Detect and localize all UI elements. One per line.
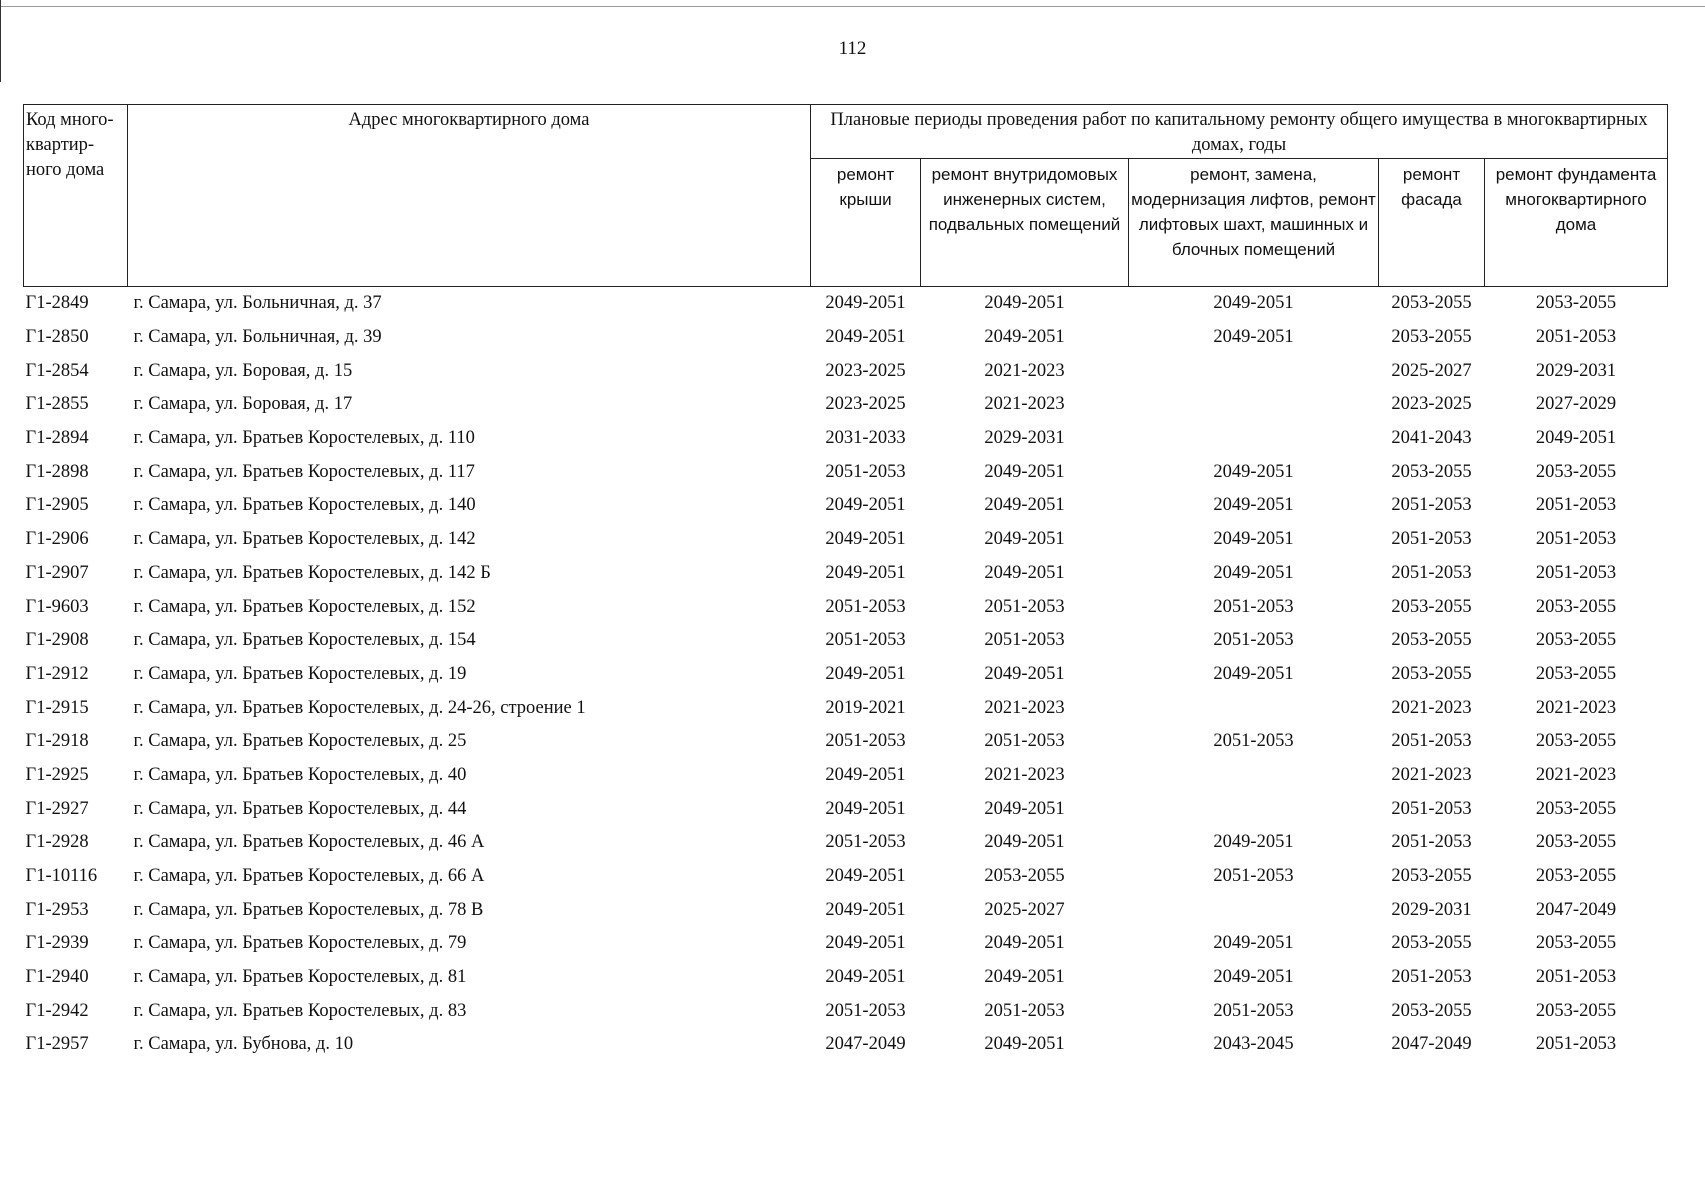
cell-facade: 2053-2055	[1391, 630, 1472, 651]
cell-roof: 2023-2025	[825, 360, 906, 381]
cell-foundation: 2051-2053	[1535, 495, 1617, 516]
header-roof: ремонт крыши	[811, 159, 921, 287]
cell-elevators: 2051-2053	[1213, 630, 1294, 651]
cell-engineering: 2049-2051	[984, 663, 1065, 684]
capital-repair-table	[23, 104, 1668, 1062]
cell-roof: 2047-2049	[825, 1034, 906, 1055]
cell-facade: 2029-2031	[1391, 899, 1472, 920]
cell-elevators: 2049-2051	[1213, 663, 1294, 684]
cell-address: г. Самара, ул. Боровая, д. 17	[133, 394, 353, 415]
cell-elevators: 2049-2051	[1213, 967, 1294, 988]
cell-roof: 2049-2051	[825, 562, 906, 583]
table-row	[24, 422, 1668, 456]
cell-address: г. Самара, ул. Братьев Коростелевых, д. 81	[133, 967, 467, 988]
cell-foundation: 2053-2055	[1535, 663, 1617, 684]
cell-elevators: 2051-2053	[1213, 596, 1294, 617]
cell-code: Г1-2912	[25, 663, 89, 684]
cell-roof: 2049-2051	[825, 327, 906, 348]
cell-code: Г1-2953	[25, 899, 89, 920]
table-row	[24, 792, 1668, 826]
cell-engineering: 2025-2027	[984, 899, 1065, 920]
cell-engineering: 2051-2053	[984, 1000, 1065, 1021]
header-row-main	[24, 105, 1668, 159]
cell-engineering: 2029-2031	[984, 428, 1065, 449]
page-number: 112	[838, 38, 867, 59]
cell-code: Г1-2925	[25, 764, 89, 785]
cell-address: г. Самара, ул. Братьев Коростелевых, д. 66 А	[133, 866, 485, 887]
cell-foundation: 2053-2055	[1535, 630, 1617, 651]
cell-code: Г1-2957	[25, 1034, 89, 1055]
cell-roof: 2051-2053	[825, 1000, 906, 1021]
cell-code: Г1-2849	[25, 293, 89, 314]
cell-engineering: 2021-2023	[984, 764, 1065, 785]
cell-address: г. Самара, ул. Братьев Коростелевых, д. 44	[133, 798, 467, 819]
cell-engineering: 2049-2051	[984, 798, 1065, 819]
cell-facade: 2051-2053	[1391, 529, 1472, 550]
cell-roof: 2049-2051	[825, 293, 906, 314]
cell-roof: 2049-2051	[825, 933, 906, 954]
cell-address: г. Самара, ул. Братьев Коростелевых, д. 152	[133, 596, 476, 617]
cell-roof: 2049-2051	[825, 866, 906, 887]
cell-elevators: 2049-2051	[1213, 832, 1294, 853]
cell-facade: 2025-2027	[1391, 360, 1472, 381]
cell-engineering: 2021-2023	[984, 697, 1065, 718]
cell-facade: 2053-2055	[1391, 327, 1472, 348]
cell-facade: 2047-2049	[1391, 1034, 1472, 1055]
scan-edge-line	[0, 6, 1705, 7]
cell-roof: 2031-2033	[825, 428, 906, 449]
table-row	[24, 489, 1668, 523]
cell-foundation: 2053-2055	[1535, 461, 1617, 482]
cell-code: Г1-2898	[25, 461, 89, 482]
cell-engineering: 2049-2051	[984, 562, 1065, 583]
cell-elevators	[1129, 759, 1379, 793]
cell-roof: 2049-2051	[825, 495, 906, 516]
cell-engineering: 2051-2053	[984, 630, 1065, 651]
header-engineering: ремонт внутридомовых инженерных систем, подвальных помещений	[921, 159, 1129, 287]
cell-code: Г1-2918	[25, 731, 89, 752]
cell-engineering: 2049-2051	[984, 529, 1065, 550]
cell-code: Г1-2905	[25, 495, 89, 516]
cell-engineering: 2053-2055	[984, 866, 1065, 887]
cell-roof: 2019-2021	[825, 697, 906, 718]
cell-roof: 2051-2053	[825, 731, 906, 752]
cell-address: г. Самара, ул. Братьев Коростелевых, д. 140	[133, 495, 476, 516]
cell-roof: 2051-2053	[825, 832, 906, 853]
cell-facade: 2051-2053	[1391, 798, 1472, 819]
table-row	[24, 860, 1668, 894]
cell-facade: 2053-2055	[1391, 866, 1472, 887]
cell-foundation: 2053-2055	[1535, 1000, 1617, 1021]
cell-elevators	[1129, 422, 1379, 456]
cell-elevators: 2043-2045	[1213, 1034, 1294, 1055]
table-body	[24, 287, 1668, 1062]
cell-foundation: 2053-2055	[1535, 293, 1617, 314]
table-row	[24, 893, 1668, 927]
table-row	[24, 287, 1668, 321]
cell-code: Г1-2894	[25, 428, 89, 449]
cell-foundation: 2051-2053	[1535, 562, 1617, 583]
cell-facade: 2053-2055	[1391, 933, 1472, 954]
table-row	[24, 994, 1668, 1028]
cell-foundation: 2053-2055	[1535, 798, 1617, 819]
cell-foundation: 2051-2053	[1535, 327, 1617, 348]
cell-foundation: 2053-2055	[1535, 866, 1617, 887]
cell-engineering: 2049-2051	[984, 461, 1065, 482]
cell-roof: 2049-2051	[825, 529, 906, 550]
cell-engineering: 2049-2051	[984, 327, 1065, 348]
cell-foundation: 2051-2053	[1535, 1034, 1617, 1055]
cell-elevators: 2049-2051	[1213, 933, 1294, 954]
table-row	[24, 388, 1668, 422]
table-row	[24, 523, 1668, 557]
cell-foundation: 2051-2053	[1535, 529, 1617, 550]
cell-code: Г1-2850	[25, 327, 89, 348]
cell-engineering: 2049-2051	[984, 293, 1065, 314]
cell-foundation: 2027-2029	[1535, 394, 1617, 415]
cell-foundation: 2053-2055	[1535, 731, 1617, 752]
cell-code: Г1-2942	[25, 1000, 89, 1021]
table-row	[24, 691, 1668, 725]
cell-facade: 2041-2043	[1391, 428, 1472, 449]
cell-engineering: 2049-2051	[984, 832, 1065, 853]
table-row	[24, 658, 1668, 692]
cell-elevators: 2051-2053	[1213, 866, 1294, 887]
cell-code: Г1-2915	[25, 697, 89, 718]
header-facade: ремонт фасада	[1379, 159, 1485, 287]
table-row	[24, 759, 1668, 793]
cell-address: г. Самара, ул. Братьев Коростелевых, д. 40	[133, 764, 467, 785]
cell-facade: 2053-2055	[1391, 596, 1472, 617]
table-row	[24, 590, 1668, 624]
cell-code: Г1-2907	[25, 562, 89, 583]
cell-code: Г1-10116	[25, 866, 98, 887]
cell-address: г. Самара, ул. Братьев Коростелевых, д. 19	[133, 663, 467, 684]
cell-foundation: 2053-2055	[1535, 933, 1617, 954]
cell-facade: 2053-2055	[1391, 461, 1472, 482]
cell-address: г. Самара, ул. Братьев Коростелевых, д. 83	[133, 1000, 467, 1021]
cell-foundation: 2029-2031	[1535, 360, 1617, 381]
cell-engineering: 2049-2051	[984, 495, 1065, 516]
cell-engineering: 2051-2053	[984, 731, 1065, 752]
cell-code: Г1-2855	[25, 394, 89, 415]
cell-address: г. Самара, ул. Бубнова, д. 10	[133, 1034, 354, 1055]
cell-foundation: 2049-2051	[1535, 428, 1617, 449]
cell-address: г. Самара, ул. Боровая, д. 15	[133, 360, 353, 381]
cell-roof: 2049-2051	[825, 967, 906, 988]
cell-engineering: 2049-2051	[984, 1034, 1065, 1055]
cell-code: Г1-2940	[25, 967, 89, 988]
cell-engineering: 2049-2051	[984, 933, 1065, 954]
cell-address: г. Самара, ул. Братьев Коростелевых, д. 142 Б	[133, 562, 491, 583]
header-code: Код много-квартир-ного дома	[24, 105, 128, 287]
table-row	[24, 321, 1668, 355]
cell-address: г. Самара, ул. Братьев Коростелевых, д. 78 В	[133, 899, 484, 920]
cell-facade: 2053-2055	[1391, 663, 1472, 684]
cell-roof: 2049-2051	[825, 798, 906, 819]
cell-foundation: 2053-2055	[1535, 832, 1617, 853]
cell-facade: 2051-2053	[1391, 832, 1472, 853]
cell-facade: 2023-2025	[1391, 394, 1472, 415]
cell-roof: 2049-2051	[825, 663, 906, 684]
cell-foundation: 2053-2055	[1535, 596, 1617, 617]
cell-roof: 2023-2025	[825, 394, 906, 415]
cell-code: Г1-2928	[25, 832, 89, 853]
cell-address: г. Самара, ул. Братьев Коростелевых, д. 79	[133, 933, 467, 954]
cell-code: Г1-2906	[25, 529, 89, 550]
cell-elevators: 2049-2051	[1213, 461, 1294, 482]
cell-engineering: 2051-2053	[984, 596, 1065, 617]
cell-engineering: 2021-2023	[984, 394, 1065, 415]
cell-foundation: 2051-2053	[1535, 967, 1617, 988]
cell-foundation: 2021-2023	[1535, 764, 1617, 785]
cell-address: г. Самара, ул. Братьев Коростелевых, д. 142	[133, 529, 476, 550]
cell-roof: 2051-2053	[825, 630, 906, 651]
cell-elevators	[1129, 893, 1379, 927]
cell-code: Г1-2939	[25, 933, 89, 954]
cell-facade: 2053-2055	[1391, 1000, 1472, 1021]
cell-facade: 2021-2023	[1391, 764, 1472, 785]
cell-elevators: 2049-2051	[1213, 293, 1294, 314]
cell-elevators	[1129, 388, 1379, 422]
header-elevators: ремонт, замена, модернизация лифтов, ремонт лифтовых шахт, машинных и блочных помещений	[1129, 159, 1379, 287]
cell-roof: 2051-2053	[825, 596, 906, 617]
cell-facade: 2053-2055	[1391, 293, 1472, 314]
cell-engineering: 2049-2051	[984, 967, 1065, 988]
cell-elevators: 2049-2051	[1213, 495, 1294, 516]
cell-elevators: 2049-2051	[1213, 327, 1294, 348]
cell-roof: 2049-2051	[825, 764, 906, 785]
cell-foundation: 2047-2049	[1535, 899, 1617, 920]
cell-address: г. Самара, ул. Братьев Коростелевых, д. 110	[133, 428, 475, 449]
header-periods: Плановые периоды проведения работ по капитальному ремонту общего имущества в многоквартирных домах, годы	[811, 105, 1668, 159]
cell-address: г. Самара, ул. Братьев Коростелевых, д. 117	[133, 461, 475, 482]
cell-elevators: 2051-2053	[1213, 1000, 1294, 1021]
table-row	[24, 354, 1668, 388]
header-foundation: ремонт фундамента многоквартирного дома	[1485, 159, 1668, 287]
cell-elevators	[1129, 354, 1379, 388]
cell-facade: 2051-2053	[1391, 562, 1472, 583]
cell-address: г. Самара, ул. Братьев Коростелевых, д. 154	[133, 630, 476, 651]
cell-facade: 2051-2053	[1391, 495, 1472, 516]
cell-code: Г1-9603	[25, 596, 89, 617]
cell-facade: 2021-2023	[1391, 697, 1472, 718]
cell-elevators: 2049-2051	[1213, 529, 1294, 550]
cell-roof: 2049-2051	[825, 899, 906, 920]
cell-facade: 2051-2053	[1391, 967, 1472, 988]
table-row	[24, 557, 1668, 591]
table-row	[24, 455, 1668, 489]
cell-address: г. Самара, ул. Братьев Коростелевых, д. 46 А	[133, 832, 485, 853]
cell-elevators: 2049-2051	[1213, 562, 1294, 583]
cell-foundation: 2021-2023	[1535, 697, 1617, 718]
cell-engineering: 2021-2023	[984, 360, 1065, 381]
cell-code: Г1-2908	[25, 630, 89, 651]
cell-elevators	[1129, 792, 1379, 826]
cell-code: Г1-2927	[25, 798, 89, 819]
cell-address: г. Самара, ул. Больничная, д. 39	[133, 327, 382, 348]
table-row	[24, 725, 1668, 759]
cell-address: г. Самара, ул. Больничная, д. 37	[133, 293, 382, 314]
cell-roof: 2051-2053	[825, 461, 906, 482]
cell-elevators: 2051-2053	[1213, 731, 1294, 752]
table-row	[24, 624, 1668, 658]
cell-address: г. Самара, ул. Братьев Коростелевых, д. 24-26, строение 1	[133, 697, 586, 718]
table-row	[24, 927, 1668, 961]
cell-address: г. Самара, ул. Братьев Коростелевых, д. 25	[133, 731, 467, 752]
header-address: Адрес многоквартирного дома	[128, 105, 811, 287]
cell-code: Г1-2854	[25, 360, 89, 381]
cell-elevators	[1129, 691, 1379, 725]
table-row	[24, 961, 1668, 995]
table-row	[24, 826, 1668, 860]
cell-facade: 2051-2053	[1391, 731, 1472, 752]
table-row	[24, 1028, 1668, 1062]
